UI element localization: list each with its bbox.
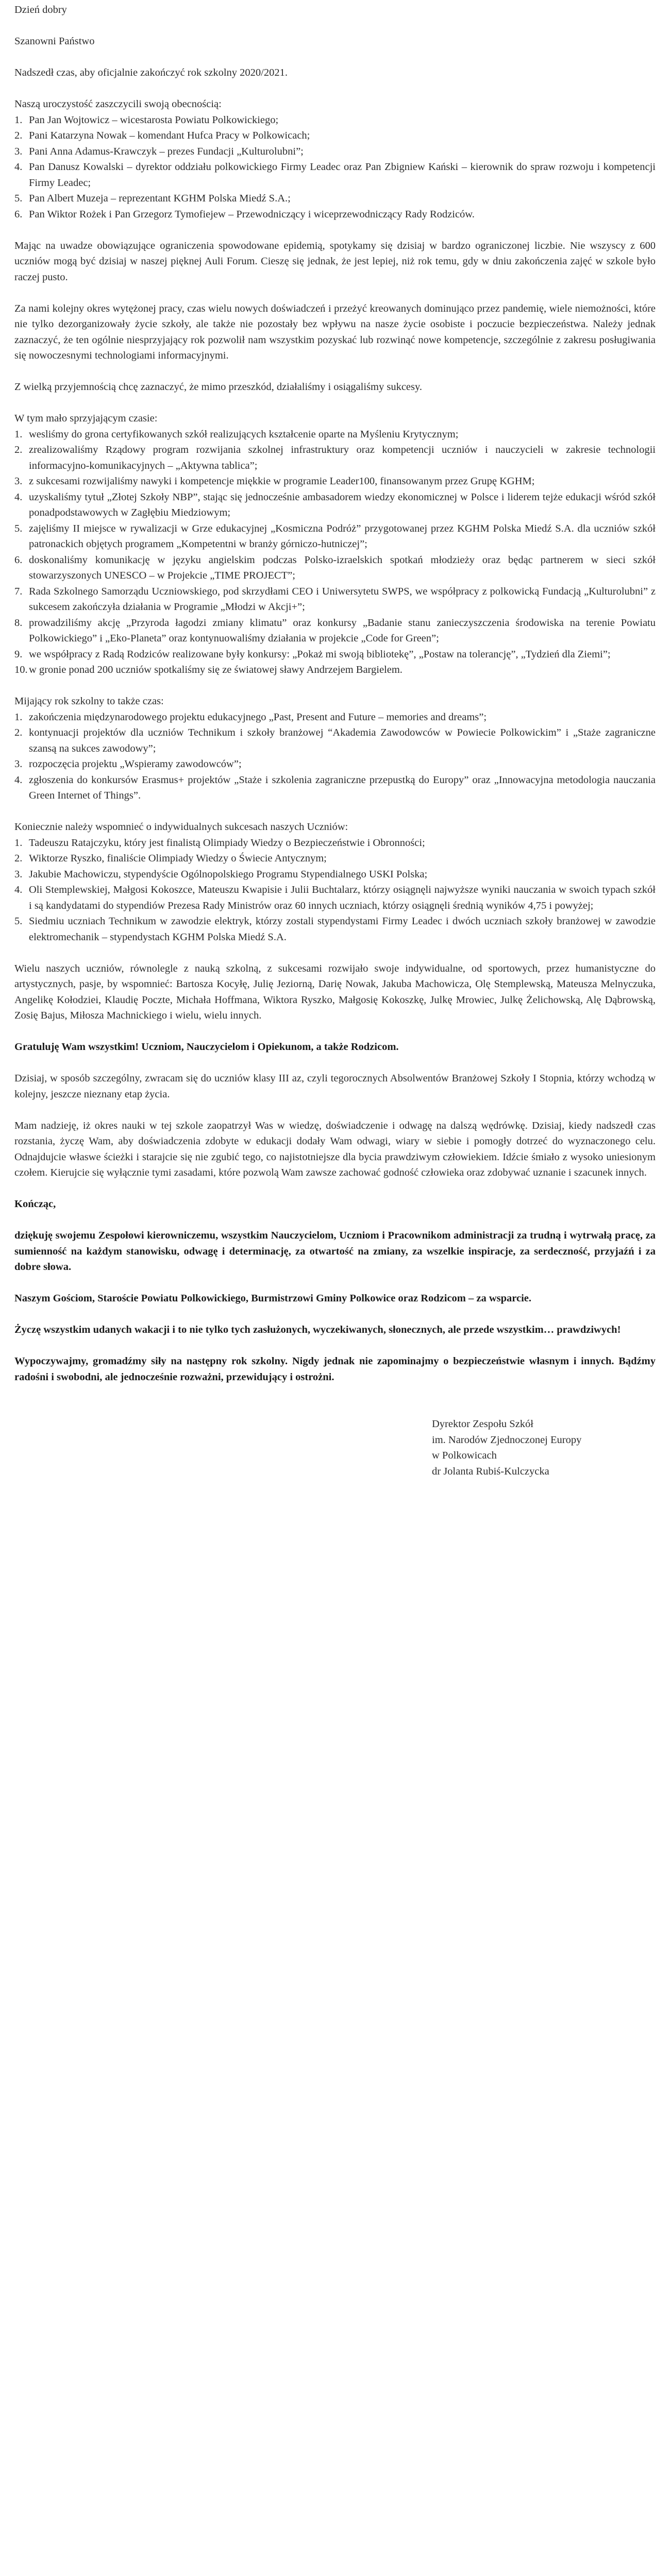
list-item: 4. Pan Danusz Kowalski – dyrektor oddziału polkowickiego Firmy Leadec oraz Pan Zbigniew Kański – kierownik do spraw rozwoju i kompetencji Firmy Leadec; [14,159,656,191]
signature-line: im. Narodów Zjednoczonej Europy [432,1434,582,1446]
salutation: Szanowni Państwo [14,36,95,47]
list-item: 7. Rada Szkolnego Samorządu Uczniowskiego, pod skrzydłami CEO i Uniwersytetu SWPS, we współpracy z polkowicką Fundacją „Kulturolubni” z sukcesem zakończyła działania w Programie „Młodzi w Akcji+”; [14,584,656,615]
list-item: 10. w gronie ponad 200 uczniów spotkaliśmy się ze światowej sławy Andrzejem Bargielem. [14,662,656,678]
list-item: 3. Pani Anna Adamus-Krawczyk – prezes Fundacji „Kulturolubni”; [14,144,656,160]
paragraph-farewell: Mam nadzieję, iż okres nauki w tej szkole zaopatrzył Was w wiedzę, doświadczenie i odwagę na dalszą wędrówkę. Dzisiaj, kiedy nadszedł czas rozstania, życzę Wam, aby doświadczenia zdobyte w edukacji dodały Wam odwagi, wiary w siebie i pomogły dotrzeć do wyznaczonego celu. Odnajdujcie właswe ścieżki i starajcie się nie zgubić tego, co najistotniejsze dla bycia prawdziwym człowiekiem. Idźcie śmiało z wysoko uniesionym czołem. Kierujcie się wyłącznie tymi zasadami, które pozwolą Wam zawsze zachować godność człowieka oraz zdobywać uznanie i szacunek innych. [14,1120,656,1178]
paragraph-successes: Z wielką przyjemnością chcę zaznaczyć, że mimo przeszkód, działaliśmy i osiągaliśmy sukcesy. [14,381,423,393]
closing-wishes: Życzę wszystkim udanych wakacji i to nie tylko tych zasłużonych, wyczekiwanych, słonecznych, ale przede wszystkim… prawdziwych! [14,1324,621,1335]
list-item: 5. zajęliśmy II miejsce w rywalizacji w Grze edukacyjnej „Kosmiczna Podróż” przygotowanej przez KGHM Polska Miedź S.A. dla uczniów szkół patronackich objętych programem „Kompetentni w branży górniczo-hutniczej”; [14,521,656,552]
list-item: 1. wesliśmy do grona certyfikowanych szkół realizujących kształcenie oparte na Myśleniu Krytycznym; [14,427,656,443]
guests-intro: Naszą uroczystość zaszczycili swoją obecnością: [14,98,222,110]
closing-final: Wypoczywajmy, gromadźmy siły na następny rok szkolny. Nigdy jednak nie zapominajmy o bezpieczeństwie własnym i innych. Bądźmy radośni i swobodni, ale jednocześnie rozważni, przewidujący i ostrożni. [14,1355,656,1383]
list-item: 1. Pan Jan Wojtowicz – wicestarosta Powiatu Polkowickiego; [14,112,656,128]
list-item: 3. z sukcesami rozwijaliśmy nawyki i kompetencje miękkie w programie Leader100, finansowanym przez Grupę KGHM; [14,473,656,489]
list-item: 6. doskonaliśmy komunikację w języku angielskim podczas Polsko-izraelskich spotkań młodzieży oraz będąc partnerem w sieci szkół stowarzyszonych UNESCO – w Projekcie „TIME PROJECT”; [14,552,656,584]
closing-guests: Naszym Gościom, Staroście Powiatu Polkowickiego, Burmistrzowi Gminy Polkowice oraz Rodzicom – za wsparcie. [14,1293,532,1304]
achievements-intro: W tym mało sprzyjającym czasie: [14,413,158,424]
list-item: 3. rozpoczęcia projektu „Wspieramy zawodowców”; [14,756,656,772]
paragraph-graduates: Dzisiaj, w sposób szczególny, zwracam się do uczniów klasy III az, czyli tegorocznych Absolwentów Branżowej Szkoły I Stopnia, którzy wchodzą w kolejny, jeszcze nieznany etap życia. [14,1073,656,1100]
greeting: Dzień dobry [14,4,67,15]
list-item: 9. we współpracy z Radą Rodziców realizowane były konkursy: „Pokaż mi swoją bibliotekę”, „Postaw na tolerancję”, „Tydzień dla Ziemi”; [14,647,656,663]
list-item: 1. zakończenia międzynarodowego projektu edukacyjnego „Past, Present and Future – memories and dreams”; [14,709,656,725]
list-item: 2. Pani Katarzyna Nowak – komendant Hufca Pracy w Polkowicach; [14,128,656,144]
list-item: 2. kontynuacji projektów dla uczniów Technikum i szkoły branżowej “Akademia Zawodowców w Powiecie Polkowickim” i „Staże zagraniczne szansą na sukces zawodowy”; [14,725,656,756]
signature-line: w Polkowicach [432,1450,497,1461]
students-list [14,835,656,945]
list-item: 5. Siedmiu uczniach Technikum w zawodzie elektryk, którzy zostali stypendystami Firmy Leadec i dwóch uczniach szkoły branżowej w zawodzie elektromechanik – stypendystach KGHM Polska Miedź S.A. [14,913,656,945]
passing-year-intro: Mijający rok szkolny to także czas: [14,696,164,707]
closing-intro: Kończąc, [14,1198,56,1210]
list-item: 5. Pan Albert Muzeja – reprezentant KGHM Polska Miedź S.A.; [14,191,656,207]
paragraph-pandemic: Mając na uwadze obowiązujące ograniczenia spowodowane epidemią, spotykamy się dzisiaj w bardzo ograniczonej liczbie. Nie wszyscy z 600 uczniów mogą być dzisiaj w naszej pięknej Auli Forum. Cieszę się jednak, że jest lepiej, niż rok temu, gdy w dniu zakończenia zajęć w szkole było raczej pusto. [14,240,656,283]
achievements-list [14,427,656,678]
opening-sentence: Nadszedł czas, aby oficjalnie zakończyć rok szkolny 2020/2021. [14,67,288,78]
list-item: 4. uzyskaliśmy tytuł „Złotej Szkoły NBP”, stając się jednocześnie ambasadorem wiedzy ekonomicznej w Polsce i liderem tejże edukacji wśród szkół ponadpodstawowych w Zagłębiu Miedziowym; [14,489,656,521]
list-item: 4. zgłoszenia do konkursów Erasmus+ projektów „Staże i szkolenia zagraniczne przepustką do Europy” oraz „Innowacyjna metodologia nauczania Green Internet of Things”. [14,772,656,804]
signature-line: Dyrektor Zespołu Szkół [432,1418,533,1430]
signature-line: dr Jolanta Rubiś-Kulczycka [432,1465,549,1477]
paragraph-year-summary: Za nami kolejny okres wytężonej pracy, czas wielu nowych doświadczeń i przeżyć kreowanych dominująco przez pandemię, wiele niemożności, które nie tylko dezorganizowały życie szkoły, ale także nie pozostały bez wpływu na nasze życie osobiste i poczucie bezpieczeństwa. Należy jednak zaznaczyć, że ten ogólnie niesprzyjający rok pozwolił nam wszystkim pozyskać lub rozwinąć nowe kompetencje, szczególnie z zakresu posługiwania się nowoczesnymi technologiami informacyjnymi. [14,302,656,361]
list-item: 1. Tadeuszu Ratajczyku, który jest finalistą Olimpiady Wiedzy o Bezpieczeństwie i Obronności; [14,835,656,851]
students-intro: Koniecznie należy wspomnieć o indywidualnych sukcesach naszych Uczniów: [14,821,348,833]
closing-thanks: dziękuję swojemu Zespołowi kierowniczemu, wszystkim Nauczycielom, Uczniom i Pracownikom administracji za trudną i wytrwałą pracę, za sumienność na każdym stanowisku, odwagę i determinację, za otwartość na zmiany, za wszelkie inspiracje, za serdeczność, przyjaźń i za dobre słowa. [14,1230,656,1273]
signature-block [14,1416,656,1479]
passing-year-list [14,709,656,804]
list-item: 4. Oli Stemplewskiej, Małgosi Kokoszce, Mateuszu Kwapisie i Julii Buchtalarz, którzy osiągnęli najwyższe wyniki nauczania w swoich typach szkół i są kandydatami do stypendiów Prezesa Rady Ministrów oraz 60 innych uczniach, którzy osiągnęli średnią wyników 4,75 i powyżej; [14,882,656,913]
paragraph-other-students: Wielu naszych uczniów, równolegle z nauką szkolną, z sukcesami rozwijało swoje indywidualne, od sportowych, przez humanistyczne do artystycznych, pasje, by wspomnieć: Bartosza Kocyłę, Julię Jeziorną, Darię Nowak, Jakuba Machowicza, Olę Stemplewską, Mateusza Melnyczuka, Angelikę Kołodziei, Klaudię Poczte, Michała Hoffmana, Wiktora Ryszko, Małgosię Kokoszkę, Julkę Mrowiec, Julkę Żelichowską, Alę Dąbrowską, Zosię Bajus, Miłosza Machnickiego i wielu, wielu innych. [14,962,656,1021]
list-item: 2. Wiktorze Ryszko, finaliście Olimpiady Wiedzy o Świecie Antycznym; [14,851,656,867]
list-item: 6. Pan Wiktor Rożek i Pan Grzegorz Tymofiejew – Przewodniczący i wiceprzewodniczący Rady Rodziców. [14,207,656,223]
guests-list [14,112,656,223]
list-item: 8. prowadziliśmy akcję „Przyroda łagodzi zmiany klimatu” oraz konkursy „Badanie stanu zanieczyszczenia środowiska na terenie Powiatu Polkowickiego” i „Eko-Planeta” oraz kontynuowaliśmy działania w projekcie „Code for Green”; [14,615,656,647]
list-item: 3. Jakubie Machowiczu, stypendyście Ogólnopolskiego Programu Stypendialnego USKI Polska; [14,867,656,883]
congratulations: Gratuluję Wam wszystkim! Uczniom, Nauczycielom i Opiekunom, a także Rodzicom. [14,1041,399,1053]
list-item: 2. zrealizowaliśmy Rządowy program rozwijania szkolnej infrastruktury oraz kompetencji uczniów i nauczycieli w zakresie technologii informacyjno-komunikacyjnych – „Aktywna tablica”; [14,442,656,473]
